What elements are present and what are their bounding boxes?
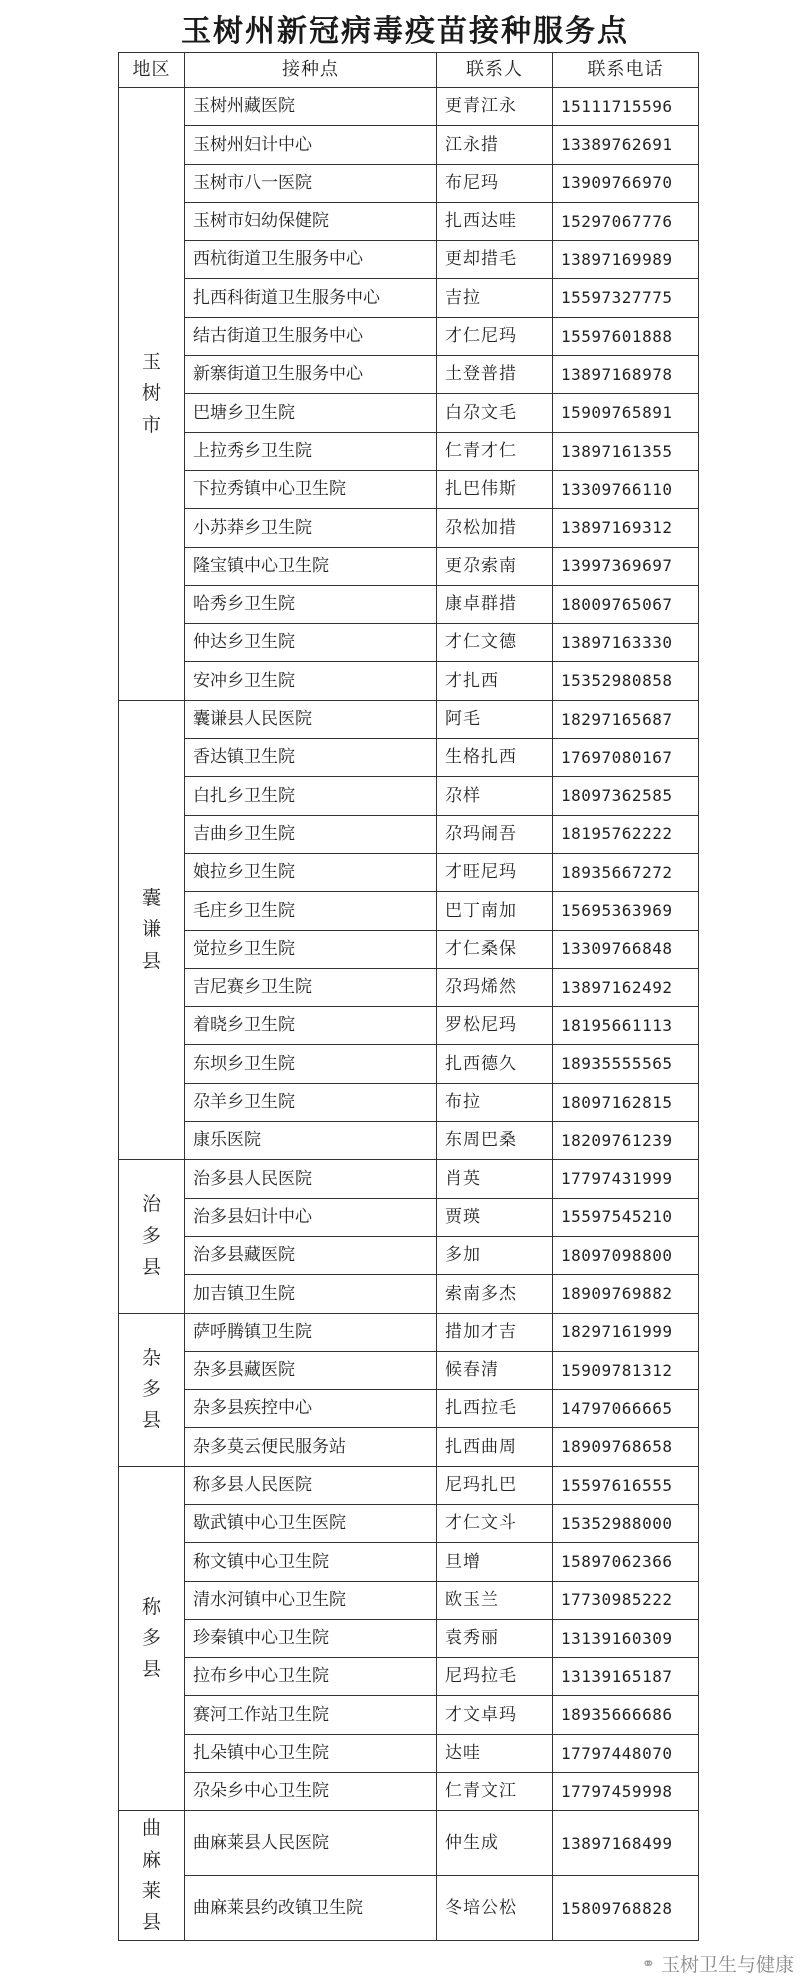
site-name: 安冲乡卫生院 bbox=[185, 662, 437, 700]
table-row bbox=[119, 624, 699, 662]
site-name: 清水河镇中心卫生院 bbox=[185, 1581, 437, 1619]
phone-number: 17797459998 bbox=[553, 1773, 699, 1811]
contact-person: 才仁文德 bbox=[437, 624, 553, 662]
table-row bbox=[119, 1045, 699, 1083]
site-name: 萨呼腾镇卫生院 bbox=[185, 1313, 437, 1351]
site-name: 白扎乡卫生院 bbox=[185, 777, 437, 815]
site-name: 西杭街道卫生服务中心 bbox=[185, 241, 437, 279]
phone-number: 18297165687 bbox=[553, 700, 699, 738]
table-row bbox=[119, 1428, 699, 1466]
site-name: 曲麻莱县约改镇卫生院 bbox=[185, 1876, 437, 1941]
phone-number: 18297161999 bbox=[553, 1313, 699, 1351]
site-name: 称多县人民医院 bbox=[185, 1466, 437, 1504]
table-row bbox=[119, 1658, 699, 1696]
table-row bbox=[119, 317, 699, 355]
contact-person: 索南多杰 bbox=[437, 1275, 553, 1313]
contact-person: 扎西达哇 bbox=[437, 202, 553, 240]
site-name: 加吉镇卫生院 bbox=[185, 1275, 437, 1313]
site-name: 玉树州妇计中心 bbox=[185, 126, 437, 164]
contact-person: 更却措毛 bbox=[437, 241, 553, 279]
contact-person: 才旺尼玛 bbox=[437, 853, 553, 891]
contact-person: 更尕索南 bbox=[437, 547, 553, 585]
header-contact: 联系人 bbox=[437, 53, 553, 88]
site-name: 吉尼赛乡卫生院 bbox=[185, 968, 437, 1006]
table-row bbox=[119, 1275, 699, 1313]
table-row bbox=[119, 1236, 699, 1274]
site-name: 仲达乡卫生院 bbox=[185, 624, 437, 662]
table-row bbox=[119, 241, 699, 279]
phone-number: 17697080167 bbox=[553, 739, 699, 777]
site-name: 治多县人民医院 bbox=[185, 1160, 437, 1198]
phone-number: 14797066665 bbox=[553, 1390, 699, 1428]
site-name: 吉曲乡卫生院 bbox=[185, 815, 437, 853]
table-row bbox=[119, 739, 699, 777]
header-region: 地区 bbox=[119, 53, 185, 88]
region-name: 杂多县 bbox=[141, 1346, 161, 1432]
table-row bbox=[119, 968, 699, 1006]
table-row bbox=[119, 1543, 699, 1581]
phone-number: 18195661113 bbox=[553, 1007, 699, 1045]
contact-person: 才扎西 bbox=[437, 662, 553, 700]
contact-person: 扎西曲周 bbox=[437, 1428, 553, 1466]
phone-number: 18097098800 bbox=[553, 1236, 699, 1274]
table-row bbox=[119, 1466, 699, 1504]
table-row bbox=[119, 777, 699, 815]
site-name: 康乐医院 bbox=[185, 1122, 437, 1160]
table-row bbox=[119, 126, 699, 164]
table-row bbox=[119, 1160, 699, 1198]
phone-number: 13309766848 bbox=[553, 930, 699, 968]
phone-number: 15352988000 bbox=[553, 1504, 699, 1542]
table-row bbox=[119, 1313, 699, 1351]
table-row bbox=[119, 930, 699, 968]
site-name: 扎西科街道卫生服务中心 bbox=[185, 279, 437, 317]
phone-number: 18097162815 bbox=[553, 1083, 699, 1121]
region-cell bbox=[119, 1466, 185, 1811]
table-row bbox=[119, 892, 699, 930]
site-name: 拉布乡中心卫生院 bbox=[185, 1658, 437, 1696]
site-name: 新寨街道卫生服务中心 bbox=[185, 356, 437, 394]
header-site: 接种点 bbox=[185, 53, 437, 88]
contact-person: 尕样 bbox=[437, 777, 553, 815]
contact-person: 尼玛扎巴 bbox=[437, 1466, 553, 1504]
site-name: 曲麻莱县人民医院 bbox=[185, 1811, 437, 1876]
watermark-text: 玉树卫生与健康 bbox=[660, 1954, 794, 1976]
contact-person: 措加才吉 bbox=[437, 1313, 553, 1351]
phone-number: 18195762222 bbox=[553, 815, 699, 853]
phone-number: 13897168499 bbox=[553, 1811, 699, 1876]
site-name: 下拉秀镇中心卫生院 bbox=[185, 470, 437, 508]
site-name: 杂多莫云便民服务站 bbox=[185, 1428, 437, 1466]
table-row bbox=[119, 202, 699, 240]
contact-person: 生格扎西 bbox=[437, 739, 553, 777]
site-name: 玉树州藏医院 bbox=[185, 88, 437, 126]
contact-person: 布尼玛 bbox=[437, 164, 553, 202]
page-title: 玉树州新冠病毒疫苗接种服务点 bbox=[181, 14, 629, 49]
table-row bbox=[119, 1619, 699, 1657]
contact-person: 尕玛烯然 bbox=[437, 968, 553, 1006]
table-row bbox=[119, 1083, 699, 1121]
table-header-row bbox=[119, 53, 699, 88]
contact-person: 旦增 bbox=[437, 1543, 553, 1581]
table-row bbox=[119, 1696, 699, 1734]
table-row bbox=[119, 1811, 699, 1876]
contact-person: 吉拉 bbox=[437, 279, 553, 317]
phone-number: 13389762691 bbox=[553, 126, 699, 164]
contact-person: 才仁尼玛 bbox=[437, 317, 553, 355]
table-row bbox=[119, 509, 699, 547]
region-cell bbox=[119, 1160, 185, 1313]
phone-number: 13897168978 bbox=[553, 356, 699, 394]
contact-person: 白尕文毛 bbox=[437, 394, 553, 432]
table-body bbox=[119, 88, 699, 1941]
table-row bbox=[119, 547, 699, 585]
phone-number: 18209761239 bbox=[553, 1122, 699, 1160]
region-cell bbox=[119, 88, 185, 701]
contact-person: 尕玛闹吾 bbox=[437, 815, 553, 853]
phone-number: 15297067776 bbox=[553, 202, 699, 240]
site-name: 扎朵镇中心卫生院 bbox=[185, 1734, 437, 1772]
contact-person: 候春清 bbox=[437, 1351, 553, 1389]
region-name: 称多县 bbox=[141, 1595, 161, 1681]
vaccination-sites-table bbox=[118, 52, 699, 1941]
phone-number: 15352980858 bbox=[553, 662, 699, 700]
site-name: 尕朵乡中心卫生院 bbox=[185, 1773, 437, 1811]
table-row bbox=[119, 356, 699, 394]
site-name: 着晓乡卫生院 bbox=[185, 1007, 437, 1045]
contact-person: 阿毛 bbox=[437, 700, 553, 738]
region-name: 玉树市 bbox=[141, 350, 161, 436]
phone-number: 15897062366 bbox=[553, 1543, 699, 1581]
table-row bbox=[119, 1876, 699, 1941]
phone-number: 17797448070 bbox=[553, 1734, 699, 1772]
table-row bbox=[119, 1007, 699, 1045]
contact-person: 扎西德久 bbox=[437, 1045, 553, 1083]
site-name: 杂多县藏医院 bbox=[185, 1351, 437, 1389]
table-row bbox=[119, 164, 699, 202]
contact-person: 康卓群措 bbox=[437, 585, 553, 623]
phone-number: 13139165187 bbox=[553, 1658, 699, 1696]
site-name: 娘拉乡卫生院 bbox=[185, 853, 437, 891]
table-row bbox=[119, 1198, 699, 1236]
phone-number: 18909768658 bbox=[553, 1428, 699, 1466]
contact-person: 贾瑛 bbox=[437, 1198, 553, 1236]
phone-number: 18935666686 bbox=[553, 1696, 699, 1734]
phone-number: 13909766970 bbox=[553, 164, 699, 202]
table-row bbox=[119, 1122, 699, 1160]
site-name: 歇武镇中心卫生医院 bbox=[185, 1504, 437, 1542]
contact-person: 尼玛拉毛 bbox=[437, 1658, 553, 1696]
phone-number: 17730985222 bbox=[553, 1581, 699, 1619]
wechat-icon: ⚭ bbox=[641, 1954, 655, 1973]
contact-person: 才仁文斗 bbox=[437, 1504, 553, 1542]
contact-person: 才仁桑保 bbox=[437, 930, 553, 968]
site-name: 玉树市妇幼保健院 bbox=[185, 202, 437, 240]
table-row bbox=[119, 585, 699, 623]
phone-number: 13139160309 bbox=[553, 1619, 699, 1657]
site-name: 玉树市八一医院 bbox=[185, 164, 437, 202]
phone-number: 15809768828 bbox=[553, 1876, 699, 1941]
site-name: 毛庄乡卫生院 bbox=[185, 892, 437, 930]
site-name: 尕羊乡卫生院 bbox=[185, 1083, 437, 1121]
region-name: 囊谦县 bbox=[141, 887, 161, 972]
phone-number: 15597327775 bbox=[553, 279, 699, 317]
site-name: 囊谦县人民医院 bbox=[185, 700, 437, 738]
phone-number: 15909765891 bbox=[553, 394, 699, 432]
site-name: 小苏莽乡卫生院 bbox=[185, 509, 437, 547]
contact-person: 达哇 bbox=[437, 1734, 553, 1772]
region-cell bbox=[119, 1313, 185, 1466]
site-name: 珍秦镇中心卫生院 bbox=[185, 1619, 437, 1657]
contact-person: 土登普措 bbox=[437, 356, 553, 394]
phone-number: 15111715596 bbox=[553, 88, 699, 126]
site-name: 治多县藏医院 bbox=[185, 1236, 437, 1274]
contact-person: 仲生成 bbox=[437, 1811, 553, 1876]
site-name: 杂多县疾控中心 bbox=[185, 1390, 437, 1428]
header-phone: 联系电话 bbox=[553, 53, 699, 88]
phone-number: 18909769882 bbox=[553, 1275, 699, 1313]
table-row bbox=[119, 1773, 699, 1811]
contact-person: 尕松加措 bbox=[437, 509, 553, 547]
contact-person: 袁秀丽 bbox=[437, 1619, 553, 1657]
region-cell bbox=[119, 1811, 185, 1941]
phone-number: 13997369697 bbox=[553, 547, 699, 585]
phone-number: 13897169989 bbox=[553, 241, 699, 279]
table-row bbox=[119, 1504, 699, 1542]
site-name: 哈秀乡卫生院 bbox=[185, 585, 437, 623]
contact-person: 东周巴桑 bbox=[437, 1122, 553, 1160]
phone-number: 18935555565 bbox=[553, 1045, 699, 1083]
site-name: 称文镇中心卫生院 bbox=[185, 1543, 437, 1581]
table-row bbox=[119, 1581, 699, 1619]
phone-number: 15597616555 bbox=[553, 1466, 699, 1504]
phone-number: 15597545210 bbox=[553, 1198, 699, 1236]
region-cell bbox=[119, 700, 185, 1160]
contact-person: 多加 bbox=[437, 1236, 553, 1274]
watermark bbox=[642, 1950, 794, 1977]
site-name: 东坝乡卫生院 bbox=[185, 1045, 437, 1083]
phone-number: 18935667272 bbox=[553, 853, 699, 891]
phone-number: 15695363969 bbox=[553, 892, 699, 930]
phone-number: 13309766110 bbox=[553, 470, 699, 508]
contact-person: 扎西拉毛 bbox=[437, 1390, 553, 1428]
site-name: 结古街道卫生服务中心 bbox=[185, 317, 437, 355]
site-name: 觉拉乡卫生院 bbox=[185, 930, 437, 968]
contact-person: 巴丁南加 bbox=[437, 892, 553, 930]
phone-number: 13897163330 bbox=[553, 624, 699, 662]
contact-person: 扎巴伟斯 bbox=[437, 470, 553, 508]
contact-person: 布拉 bbox=[437, 1083, 553, 1121]
table-row bbox=[119, 700, 699, 738]
site-name: 上拉秀乡卫生院 bbox=[185, 432, 437, 470]
table-row bbox=[119, 853, 699, 891]
table-row bbox=[119, 432, 699, 470]
site-name: 隆宝镇中心卫生院 bbox=[185, 547, 437, 585]
phone-number: 15909781312 bbox=[553, 1351, 699, 1389]
table-row bbox=[119, 1734, 699, 1772]
table-row bbox=[119, 88, 699, 126]
table-row bbox=[119, 470, 699, 508]
table-row bbox=[119, 662, 699, 700]
phone-number: 15597601888 bbox=[553, 317, 699, 355]
region-name: 曲麻莱县 bbox=[141, 1817, 161, 1934]
site-name: 赛河工作站卫生院 bbox=[185, 1696, 437, 1734]
site-name: 治多县妇计中心 bbox=[185, 1198, 437, 1236]
contact-person: 欧玉兰 bbox=[437, 1581, 553, 1619]
contact-person: 才文卓玛 bbox=[437, 1696, 553, 1734]
site-name: 巴塘乡卫生院 bbox=[185, 394, 437, 432]
contact-person: 罗松尼玛 bbox=[437, 1007, 553, 1045]
region-name: 治多县 bbox=[141, 1193, 161, 1279]
phone-number: 13897161355 bbox=[553, 432, 699, 470]
table-row bbox=[119, 279, 699, 317]
contact-person: 冬培公松 bbox=[437, 1876, 553, 1941]
contact-person: 仁青才仁 bbox=[437, 432, 553, 470]
phone-number: 18009765067 bbox=[553, 585, 699, 623]
phone-number: 13897169312 bbox=[553, 509, 699, 547]
phone-number: 13897162492 bbox=[553, 968, 699, 1006]
contact-person: 肖英 bbox=[437, 1160, 553, 1198]
phone-number: 17797431999 bbox=[553, 1160, 699, 1198]
site-name: 香达镇卫生院 bbox=[185, 739, 437, 777]
table-row bbox=[119, 394, 699, 432]
contact-person: 更青江永 bbox=[437, 88, 553, 126]
phone-number: 18097362585 bbox=[553, 777, 699, 815]
table-row bbox=[119, 815, 699, 853]
table-row bbox=[119, 1390, 699, 1428]
contact-person: 仁青文江 bbox=[437, 1773, 553, 1811]
table-row bbox=[119, 1351, 699, 1389]
contact-person: 江永措 bbox=[437, 126, 553, 164]
